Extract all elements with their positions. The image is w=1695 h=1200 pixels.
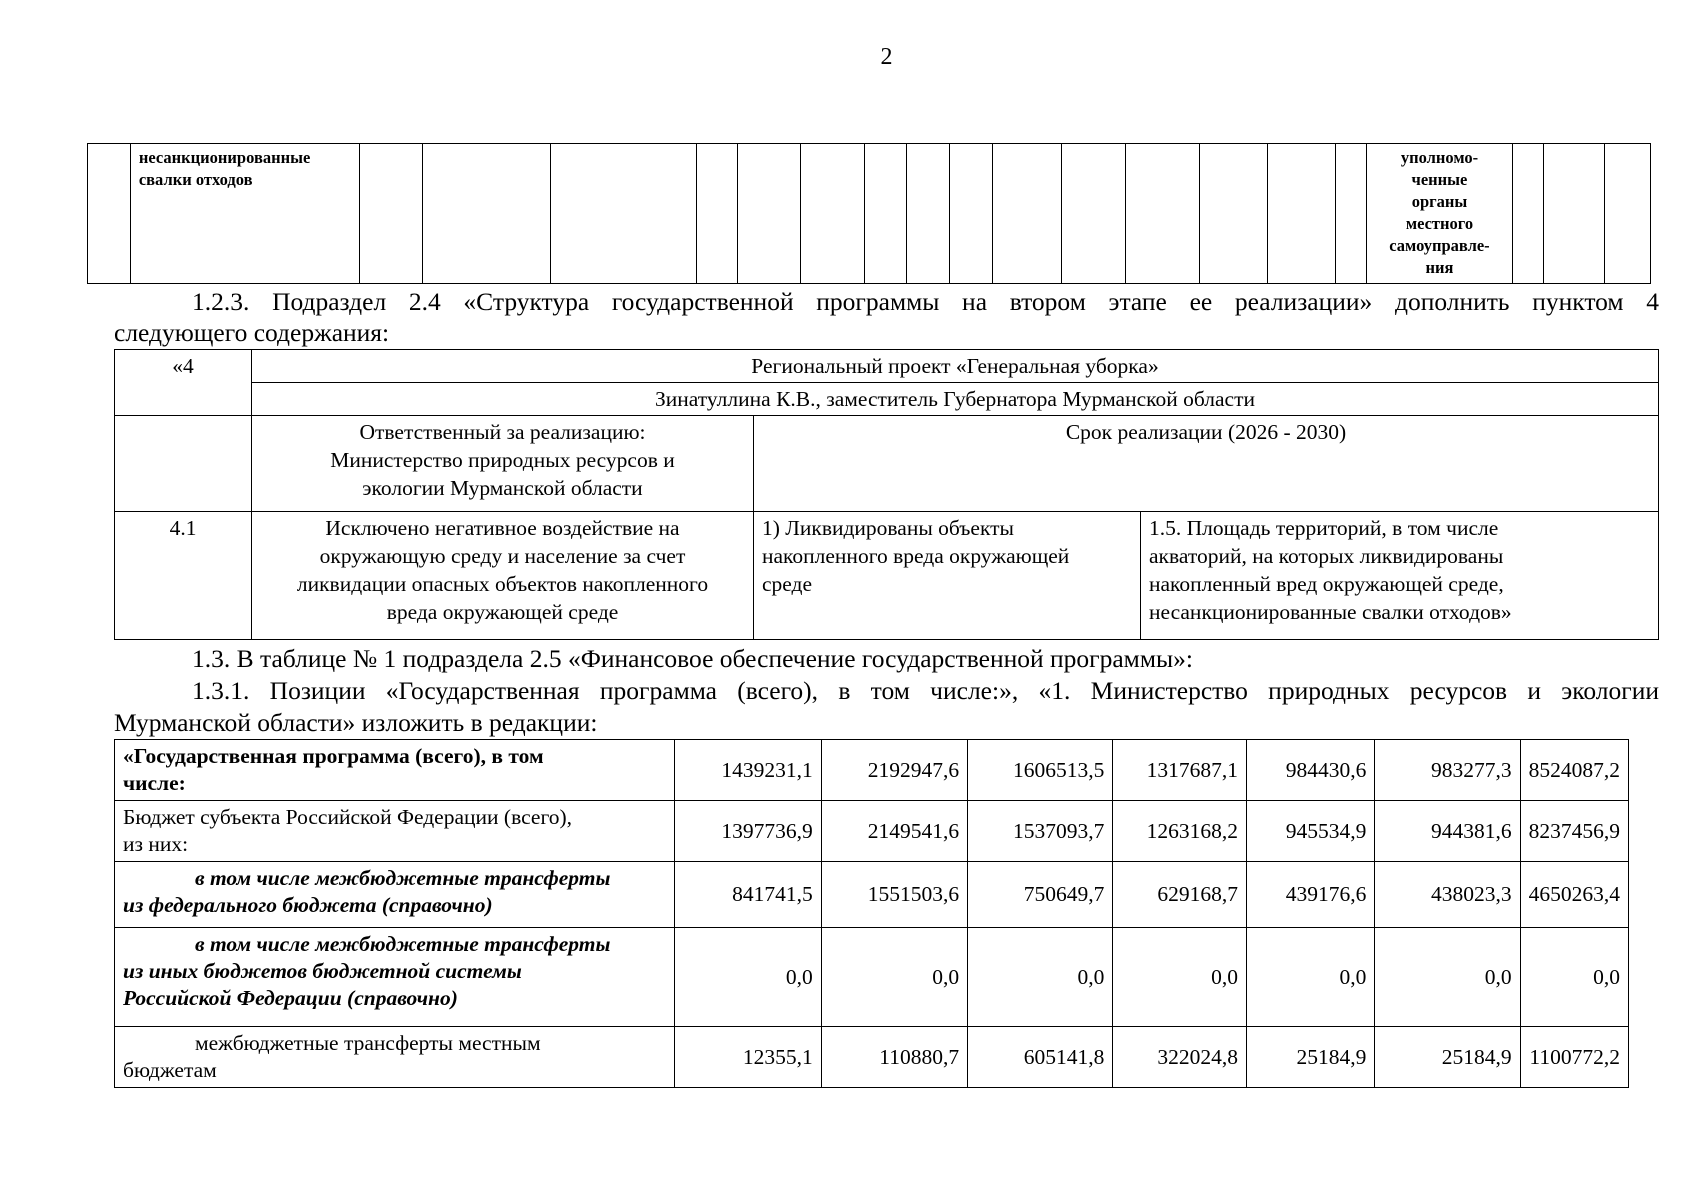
project-structure-table [114,349,1659,640]
project-number-cell: «4 [115,350,252,416]
text-line: межбюджетные трансферты местным [195,1031,541,1055]
text-line: местного [1405,214,1474,233]
fragment-responsible-cell [1366,144,1513,284]
value-cell: 841741,5 [675,862,821,928]
value-cell: 25184,9 [1246,1027,1374,1088]
text-line: бюджетам [123,1058,217,1082]
table-cell [1267,144,1335,284]
result-cell [754,512,1141,640]
value-cell: 322024,8 [1113,1027,1247,1088]
text-line: в том числе межбюджетные трансферты [195,866,611,890]
value-cell: 0,0 [968,928,1113,1027]
table-row [115,862,1629,928]
text-line: из иных бюджетов бюджетной системы [123,959,522,983]
text-line: Российской Федерации (справочно) [123,986,458,1010]
table-cell [697,144,738,284]
value-cell: 0,0 [1246,928,1374,1027]
text-line: несанкционированные свалки отходов» [1149,600,1512,624]
table-row [115,1027,1629,1088]
table-cell [993,144,1062,284]
paragraph-1-3-1-line-1: 1.3.1. Позиции «Государственная программа (всего), в том числе:», «1. Министерство природных ресурсов и экологии [192,676,1659,705]
paragraph-1-3-1-line-2: Мурманской области» изложить в редакции: [114,708,598,737]
text-line: вреда окружающей среде [386,600,619,624]
table-cell [1605,144,1651,284]
table-cell [800,144,864,284]
value-cell: 0,0 [1520,928,1628,1027]
value-cell: 25184,9 [1375,1027,1520,1088]
paragraph-1-3: 1.3. В таблице № 1 подраздела 2.5 «Финансовое обеспечение государственной программы»: [192,644,1193,673]
table-cell [1544,144,1605,284]
table-cell [88,144,131,284]
paragraph-1-2-3-line-1: 1.2.3. Подраздел 2.4 «Структура государственной программы на втором этапе ее реализации» дополнить пунктом 4 [192,287,1659,316]
value-cell: 12355,1 [675,1027,821,1088]
text-line: ликвидации опасных объектов накопленного [296,572,709,596]
text-line: органы [1411,192,1468,211]
text-line: ния [1425,258,1454,277]
value-cell: 438023,3 [1375,862,1520,928]
value-cell: 750649,7 [968,862,1113,928]
text-line: «Государственная программа (всего), в том [123,744,544,768]
table-row [115,928,1629,1027]
indicator-cell [1141,512,1659,640]
finance-table [114,739,1629,1088]
text-line: Министерство природных ресурсов и [330,448,675,472]
previous-table-fragment [87,143,1651,284]
text-line: акваторий, на которых ликвидированы [1149,544,1504,568]
value-cell: 1439231,1 [675,740,821,801]
table-cell [864,144,907,284]
project-curator-cell: Зинатуллина К.В., заместитель Губернатора Мурманской области [252,383,1659,416]
value-cell: 1397736,9 [675,801,821,862]
value-cell: 4650263,4 [1520,862,1628,928]
text-line: Бюджет субъекта Российской Федерации (всего), [123,805,573,829]
row-label-cell [115,801,675,862]
table-cell [359,144,423,284]
row-label-cell [115,928,675,1027]
table-cell [1200,144,1268,284]
text-line: из них: [123,832,189,856]
value-cell: 629168,7 [1113,862,1247,928]
value-cell: 1606513,5 [968,740,1113,801]
text-line: ченные [1411,170,1468,189]
fragment-description-cell: несанкционированные свалки отходов [130,144,359,284]
value-cell: 0,0 [1113,928,1247,1027]
table-cell [738,144,801,284]
row-number-cell: 4.1 [115,512,252,640]
value-cell: 439176,6 [1246,862,1374,928]
value-cell: 8237456,9 [1520,801,1628,862]
table-cell [550,144,696,284]
table-cell [1061,144,1125,284]
text-line: накопленного вреда окружающей [762,544,1070,568]
value-cell: 2149541,6 [821,801,967,862]
table-row [115,801,1629,862]
text-line: накопленный вред окружающей среде, [1149,572,1504,596]
table-row [115,740,1629,801]
text-line: самоуправле- [1389,236,1490,255]
value-cell: 0,0 [821,928,967,1027]
text-line: среде [762,572,813,596]
table-cell [1335,144,1366,284]
task-cell [252,512,754,640]
value-cell: 110880,7 [821,1027,967,1088]
table-cell [950,144,993,284]
project-name-cell: Региональный проект «Генеральная уборка» [252,350,1659,383]
text-line: из федерального бюджета (справочно) [123,893,493,917]
value-cell: 1537093,7 [968,801,1113,862]
text-line: окружающую среду и население за счет [319,544,686,568]
text-line: уполномо- [1400,148,1479,167]
value-cell: 984430,6 [1246,740,1374,801]
page-number: 2 [880,44,893,70]
responsible-cell [252,416,754,512]
value-cell: 8524087,2 [1520,740,1628,801]
value-cell: 944381,6 [1375,801,1520,862]
paragraph-1-2-3-line-2: следующего содержания: [114,318,390,347]
table-cell [907,144,950,284]
row-label-cell [115,862,675,928]
text-line: Ответственный за реализацию: [359,420,646,444]
value-cell: 945534,9 [1246,801,1374,862]
text-line: числе: [123,771,186,795]
text-line: в том числе межбюджетные трансферты [195,932,611,956]
text-line: Исключено негативное воздействие на [325,516,680,540]
value-cell: 1100772,2 [1520,1027,1628,1088]
value-cell: 0,0 [675,928,821,1027]
text-line: 1.5. Площадь территорий, в том числе [1149,516,1499,540]
table-cell [1513,144,1544,284]
value-cell: 983277,3 [1375,740,1520,801]
value-cell: 605141,8 [968,1027,1113,1088]
row-label-cell [115,740,675,801]
row-label-cell [115,1027,675,1088]
value-cell: 1551503,6 [821,862,967,928]
table-cell [423,144,550,284]
table-cell [115,416,252,512]
value-cell: 2192947,6 [821,740,967,801]
text-line: 1) Ликвидированы объекты [762,516,1014,540]
value-cell: 1317687,1 [1113,740,1247,801]
text-line: экологии Мурманской области [362,476,643,500]
term-cell: Срок реализации (2026 - 2030) [754,416,1659,512]
value-cell: 1263168,2 [1113,801,1247,862]
value-cell: 0,0 [1375,928,1520,1027]
table-cell [1125,144,1200,284]
